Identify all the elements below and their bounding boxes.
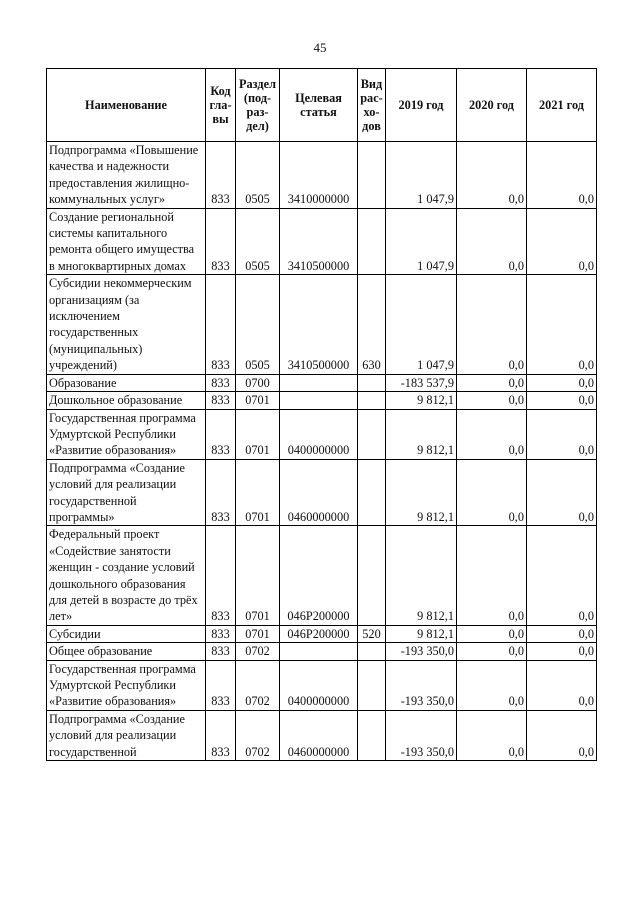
table-row xyxy=(47,392,597,409)
header-2019: 2019 год xyxy=(386,69,457,142)
row-amount-2020: 0,0 xyxy=(457,142,527,209)
row-name: Образование xyxy=(47,374,206,391)
row-chapter-code: 833 xyxy=(206,660,236,710)
row-section: 0701 xyxy=(236,459,280,526)
row-amount-2020: 0,0 xyxy=(457,275,527,374)
row-expense-type xyxy=(358,643,386,660)
row-amount-2021: 0,0 xyxy=(527,459,597,526)
row-amount-2021: 0,0 xyxy=(527,275,597,374)
row-section: 0701 xyxy=(236,526,280,625)
row-name: Государственная программа Удмуртской Республики «Развитие образования» xyxy=(47,660,206,710)
row-target-article: 046Р200000 xyxy=(280,625,358,642)
row-target-article: 3410500000 xyxy=(280,208,358,275)
page-number: 45 xyxy=(313,40,327,55)
row-amount-2020: 0,0 xyxy=(457,409,527,459)
row-amount-2020: 0,0 xyxy=(457,625,527,642)
table-row xyxy=(47,374,597,391)
row-section: 0505 xyxy=(236,275,280,374)
row-name: Подпрограмма «Создание условий для реализации государственной xyxy=(47,710,206,760)
table-row xyxy=(47,275,597,374)
row-chapter-code: 833 xyxy=(206,392,236,409)
table-row xyxy=(47,409,597,459)
row-expense-type xyxy=(358,374,386,391)
row-chapter-code: 833 xyxy=(206,374,236,391)
row-amount-2019: 1 047,9 xyxy=(386,275,457,374)
row-section: 0700 xyxy=(236,374,280,391)
row-section: 0701 xyxy=(236,409,280,459)
row-name: Федеральный проект «Содействие занятости женщин - создание условий дошкольного образования для детей в возрасте до трёх лет» xyxy=(47,526,206,625)
row-target-article xyxy=(280,643,358,660)
row-section: 0702 xyxy=(236,660,280,710)
row-amount-2021: 0,0 xyxy=(527,208,597,275)
row-section: 0505 xyxy=(236,208,280,275)
row-amount-2019: 9 812,1 xyxy=(386,409,457,459)
row-amount-2020: 0,0 xyxy=(457,526,527,625)
row-amount-2020: 0,0 xyxy=(457,392,527,409)
header-name: Наименование xyxy=(47,69,206,142)
row-chapter-code: 833 xyxy=(206,643,236,660)
row-name: Подпрограмма «Создание условий для реализации государственной программы» xyxy=(47,459,206,526)
row-amount-2019: -183 537,9 xyxy=(386,374,457,391)
row-amount-2020: 0,0 xyxy=(457,459,527,526)
row-chapter-code: 833 xyxy=(206,208,236,275)
row-amount-2021: 0,0 xyxy=(527,392,597,409)
row-amount-2019: 9 812,1 xyxy=(386,392,457,409)
row-amount-2020: 0,0 xyxy=(457,710,527,760)
row-amount-2019: 9 812,1 xyxy=(386,526,457,625)
row-amount-2020: 0,0 xyxy=(457,374,527,391)
row-amount-2019: 1 047,9 xyxy=(386,208,457,275)
row-target-article xyxy=(280,392,358,409)
row-amount-2021: 0,0 xyxy=(527,409,597,459)
row-section: 0701 xyxy=(236,392,280,409)
header-chapter-code: Код гла- вы xyxy=(206,69,236,142)
table-row xyxy=(47,625,597,642)
row-section: 0702 xyxy=(236,710,280,760)
row-expense-type xyxy=(358,660,386,710)
row-chapter-code: 833 xyxy=(206,142,236,209)
row-name: Государственная программа Удмуртской Республики «Развитие образования» xyxy=(47,409,206,459)
row-name: Создание региональной системы капитального ремонта общего имущества в многоквартирных домах xyxy=(47,208,206,275)
header-row xyxy=(47,69,597,142)
table-row xyxy=(47,710,597,760)
row-amount-2021: 0,0 xyxy=(527,625,597,642)
table-row xyxy=(47,660,597,710)
row-expense-type xyxy=(358,459,386,526)
row-target-article: 0400000000 xyxy=(280,660,358,710)
header-2020: 2020 год xyxy=(457,69,527,142)
row-chapter-code: 833 xyxy=(206,526,236,625)
row-amount-2020: 0,0 xyxy=(457,660,527,710)
row-expense-type xyxy=(358,208,386,275)
row-section: 0702 xyxy=(236,643,280,660)
row-target-article: 3410500000 xyxy=(280,275,358,374)
row-amount-2019: -193 350,0 xyxy=(386,660,457,710)
row-chapter-code: 833 xyxy=(206,625,236,642)
header-target-article: Целевая статья xyxy=(280,69,358,142)
row-section: 0505 xyxy=(236,142,280,209)
row-amount-2019: 9 812,1 xyxy=(386,625,457,642)
budget-table xyxy=(46,68,597,761)
row-target-article: 0400000000 xyxy=(280,409,358,459)
table-row xyxy=(47,459,597,526)
row-target-article xyxy=(280,374,358,391)
table-row xyxy=(47,208,597,275)
row-target-article: 0460000000 xyxy=(280,710,358,760)
row-expense-type: 630 xyxy=(358,275,386,374)
table-row xyxy=(47,643,597,660)
row-name: Субсидии некоммерческим организациям (за исключением государственных (муниципальных) учреждений) xyxy=(47,275,206,374)
row-amount-2021: 0,0 xyxy=(527,710,597,760)
row-name: Подпрограмма «Повышение качества и надежности предоставления жилищно-коммунальных услуг» xyxy=(47,142,206,209)
row-expense-type xyxy=(358,526,386,625)
row-amount-2021: 0,0 xyxy=(527,526,597,625)
row-amount-2021: 0,0 xyxy=(527,660,597,710)
row-amount-2019: -193 350,0 xyxy=(386,643,457,660)
header-section: Раздел (под- раз- дел) xyxy=(236,69,280,142)
row-target-article: 3410000000 xyxy=(280,142,358,209)
row-amount-2021: 0,0 xyxy=(527,374,597,391)
row-name: Субсидии xyxy=(47,625,206,642)
row-expense-type xyxy=(358,409,386,459)
row-amount-2021: 0,0 xyxy=(527,142,597,209)
row-amount-2021: 0,0 xyxy=(527,643,597,660)
row-amount-2019: -193 350,0 xyxy=(386,710,457,760)
row-name: Общее образование xyxy=(47,643,206,660)
table-row xyxy=(47,526,597,625)
header-expense-type: Вид рас- хо- дов xyxy=(358,69,386,142)
row-chapter-code: 833 xyxy=(206,459,236,526)
row-name: Дошкольное образование xyxy=(47,392,206,409)
row-expense-type: 520 xyxy=(358,625,386,642)
row-amount-2020: 0,0 xyxy=(457,208,527,275)
row-chapter-code: 833 xyxy=(206,275,236,374)
row-chapter-code: 833 xyxy=(206,710,236,760)
row-amount-2019: 1 047,9 xyxy=(386,142,457,209)
table-row xyxy=(47,142,597,209)
row-section: 0701 xyxy=(236,625,280,642)
header-2021: 2021 год xyxy=(527,69,597,142)
row-amount-2020: 0,0 xyxy=(457,643,527,660)
row-expense-type xyxy=(358,142,386,209)
row-expense-type xyxy=(358,710,386,760)
row-target-article: 0460000000 xyxy=(280,459,358,526)
row-amount-2019: 9 812,1 xyxy=(386,459,457,526)
row-expense-type xyxy=(358,392,386,409)
row-target-article: 046Р200000 xyxy=(280,526,358,625)
row-chapter-code: 833 xyxy=(206,409,236,459)
